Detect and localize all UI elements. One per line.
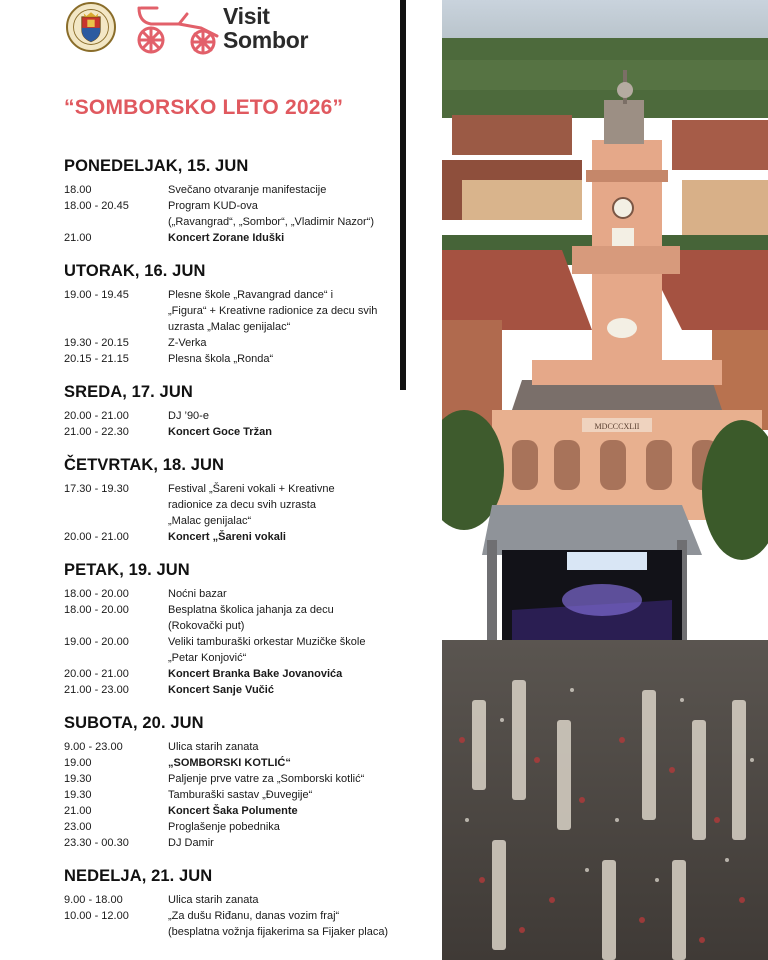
day-block xyxy=(64,712,404,865)
schedule-row xyxy=(64,182,404,198)
day-spacer xyxy=(64,851,404,865)
event-time: 20.00 - 21.00 xyxy=(64,410,129,422)
event-time: 19.30 xyxy=(64,773,92,785)
event-description: Z-Verka xyxy=(168,337,207,349)
day-spacer xyxy=(64,440,404,454)
event-time: 19.30 - 20.15 xyxy=(64,337,129,349)
event-description: Paljenje prve vatre za „Somborski kotlić“ xyxy=(168,773,365,785)
event-time: 18.00 xyxy=(64,184,92,196)
day-spacer xyxy=(64,367,404,381)
event-time: 21.00 xyxy=(64,232,92,244)
day-block xyxy=(64,454,404,559)
day-heading: ČETVRTAK, 18. JUN xyxy=(64,456,225,474)
schedule-row xyxy=(64,892,404,908)
schedule-row xyxy=(64,755,404,771)
event-title: “SOMBORSKO LETO 2026” xyxy=(64,96,344,119)
event-time: 9.00 - 23.00 xyxy=(64,741,123,753)
event-description: Koncert Branka Bake Jovanovića xyxy=(168,668,343,680)
event-time: 18.00 - 20.45 xyxy=(64,200,129,212)
event-description: Svečano otvaranje manifestacije xyxy=(168,184,327,196)
event-description: Koncert Šaka Polumente xyxy=(168,805,298,817)
event-description: Koncert Zorane Iduški xyxy=(168,232,285,244)
schedule-row xyxy=(64,424,404,440)
day-spacer xyxy=(64,246,404,260)
carriage-logo-icon xyxy=(131,2,221,56)
day-block xyxy=(64,381,404,454)
day-heading: UTORAK, 16. JUN xyxy=(64,262,206,280)
event-description: Ulica starih zanata xyxy=(168,894,259,906)
day-heading: PETAK, 19. JUN xyxy=(64,561,190,579)
day-heading: SUBOTA, 20. JUN xyxy=(64,714,204,732)
event-time: 19.30 xyxy=(64,789,92,801)
schedule-row xyxy=(64,634,404,666)
event-time: 19.00 xyxy=(64,757,92,769)
event-time: 10.00 - 12.00 xyxy=(64,910,129,922)
day-block xyxy=(64,260,404,381)
event-time: 20.15 - 21.15 xyxy=(64,353,129,365)
event-description: Festival „Šareni vokali + Kreativne radionice za decu svih uzrasta „Malac genijalac“ xyxy=(168,483,335,527)
event-time: 9.00 - 18.00 xyxy=(64,894,123,906)
schedule-row xyxy=(64,835,404,851)
schedule-row xyxy=(64,529,404,545)
day-spacer xyxy=(64,545,404,559)
brand-line1: Visit xyxy=(223,3,270,29)
event-description: DJ ’90-e xyxy=(168,410,209,422)
event-time: 18.00 - 20.00 xyxy=(64,588,129,600)
city-hall-festival-photo xyxy=(442,0,768,960)
event-description: Noćni bazar xyxy=(168,588,227,600)
schedule-row xyxy=(64,739,404,755)
event-description: „SOMBORSKI KOTLIĆ“ xyxy=(168,757,291,769)
event-time: 19.00 - 19.45 xyxy=(64,289,129,301)
brand-line2: Sombor xyxy=(223,27,309,53)
event-description: Plesne škole „Ravangrad dance“ i „Figura“ + Kreativne radionice za decu svih uzrasta „Malac genijalac“ xyxy=(168,289,378,333)
schedule-row xyxy=(64,230,404,246)
event-description: Plesna škola „Ronda“ xyxy=(168,353,274,365)
schedule-row xyxy=(64,787,404,803)
day-block xyxy=(64,865,404,940)
schedule-row xyxy=(64,351,404,367)
schedule-row xyxy=(64,586,404,602)
event-time: 17.30 - 19.30 xyxy=(64,483,129,495)
schedule-row xyxy=(64,666,404,682)
event-time: 23.00 xyxy=(64,821,92,833)
event-time: 19.00 - 20.00 xyxy=(64,636,129,648)
event-time: 23.30 - 00.30 xyxy=(64,837,129,849)
schedule-row xyxy=(64,481,404,529)
event-description: Koncert Goce Tržan xyxy=(168,426,272,438)
schedule-row xyxy=(64,198,404,230)
event-description: Program KUD-ova („Ravangrad“, „Sombor“, „Vladimir Nazor“) xyxy=(168,200,374,228)
event-description: Veliki tamburaški orkestar Muzičke škole „Petar Konjović“ xyxy=(168,636,366,664)
event-description: „Za dušu Riđanu, danas vozim fraj“ (besplatna vožnja fijakerima sa Fijaker placa) xyxy=(168,910,389,938)
schedule-row xyxy=(64,771,404,787)
schedule-list xyxy=(64,155,404,940)
event-description: Koncert Sanje Vučić xyxy=(168,684,274,696)
event-description: Besplatna školica jahanja za decu (Rokovački put) xyxy=(168,604,334,632)
event-description: Koncert „Šareni vokali xyxy=(168,531,286,543)
visit-sombor-logo xyxy=(223,4,308,52)
schedule-row xyxy=(64,335,404,351)
schedule-row xyxy=(64,908,404,940)
day-heading: SREDA, 17. JUN xyxy=(64,383,193,401)
day-spacer xyxy=(64,698,404,712)
event-time: 20.00 - 21.00 xyxy=(64,668,129,680)
day-heading: NEDELJA, 21. JUN xyxy=(64,867,213,885)
day-block xyxy=(64,559,404,712)
event-description: Ulica starih zanata xyxy=(168,741,259,753)
schedule-row xyxy=(64,803,404,819)
schedule-row xyxy=(64,819,404,835)
building-inscription: MDCCCXLII xyxy=(594,422,640,431)
event-description: Proglašenje pobednika xyxy=(168,821,280,833)
event-description: Tamburaški sastav „Đuvegije“ xyxy=(168,789,313,801)
schedule-row xyxy=(64,287,404,335)
sombor-coat-of-arms-icon xyxy=(66,2,116,52)
schedule-row xyxy=(64,408,404,424)
day-heading: PONEDELJAK, 15. JUN xyxy=(64,157,249,175)
event-description: DJ Damir xyxy=(168,837,214,849)
day-block xyxy=(64,155,404,260)
event-time: 21.00 - 22.30 xyxy=(64,426,129,438)
schedule-row xyxy=(64,602,404,634)
event-time: 18.00 - 20.00 xyxy=(64,604,129,616)
schedule-row xyxy=(64,682,404,698)
event-time: 21.00 - 23.00 xyxy=(64,684,129,696)
event-time: 21.00 xyxy=(64,805,92,817)
event-time: 20.00 - 21.00 xyxy=(64,531,129,543)
